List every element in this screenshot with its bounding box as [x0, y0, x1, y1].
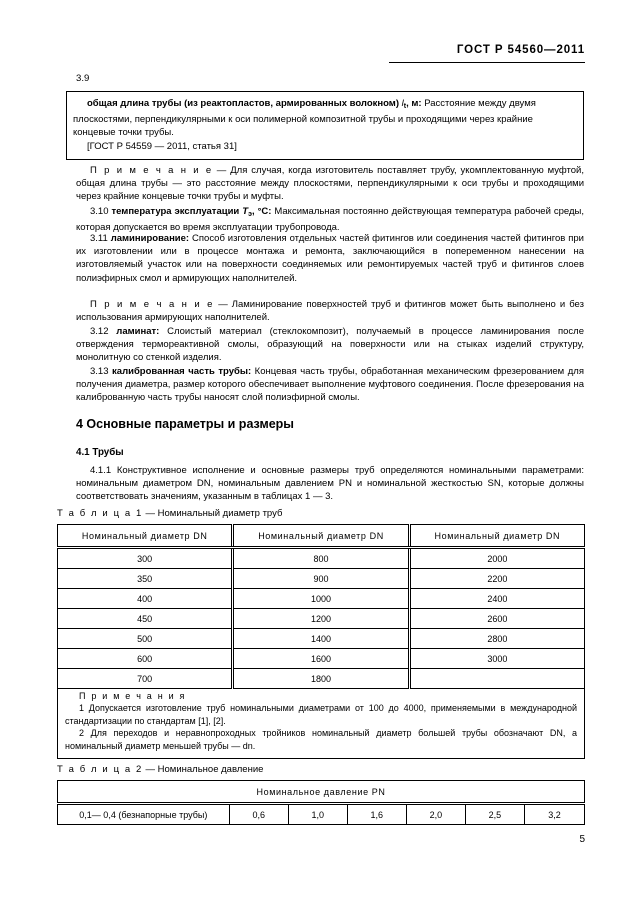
- symbol-3-9: l: [401, 98, 404, 109]
- table-cell: 1400: [233, 629, 409, 649]
- symbol-3-10: T: [242, 206, 249, 217]
- table-cell: 2,0: [406, 804, 465, 825]
- header-rule: [389, 62, 585, 63]
- table-row: [58, 548, 585, 569]
- table-cell: 3,2: [524, 804, 584, 825]
- note-3-9-label: П р и м е ч а н и е: [90, 165, 213, 176]
- table-cell: 800: [233, 548, 409, 569]
- definition-3-9-text: [73, 97, 577, 140]
- table-row: [58, 589, 585, 609]
- definition-3-9-body: Расстояние между двумя плоскостями, перпендикулярными к оси полимерной композитной трубы и проходящими через крайние концевые точки трубы.: [73, 98, 536, 139]
- table-cell: 400: [58, 589, 233, 609]
- clause-3-11: [76, 232, 584, 285]
- table-cell: 2600: [409, 609, 584, 629]
- table-row: [58, 609, 585, 629]
- table-cell: 1600: [233, 649, 409, 669]
- note-3-11-text: — Ламинирование поверхностей труб и фитингов может быть выполнено и без использования армирующих наполнителей.: [76, 299, 584, 324]
- table-1-nominal-diameter: [57, 524, 585, 689]
- table-1-notes-header: П р и м е ч а н и я: [79, 691, 187, 701]
- clause-3-10-definition: Максимальная постоянно действующая температура рабочей среды, которая допускается во время эксплуатации трубопровода.: [76, 206, 584, 234]
- section-4-heading: 4 Основные параметры и размеры: [76, 417, 294, 431]
- standard-header-title: ГОСТ Р 54560—2011: [456, 44, 585, 56]
- table-1-caption: [57, 508, 282, 519]
- table-1-caption-text: — Номинальный диаметр труб: [142, 508, 283, 519]
- clause-3-13: [76, 365, 584, 405]
- table-1-header-row: [58, 525, 585, 548]
- table-row: [58, 804, 585, 825]
- clause-4-1-1: 4.1.1 Конструктивное исполнение и основные размеры труб определяются номинальными параметрами: номинальным диаметром DN, номинальным давлением PN и номинальной жесткостью SN, которые должны соответствовать значениям, указанным в таблицах 1 — 3.: [76, 465, 584, 503]
- table-cell: 3000: [409, 649, 584, 669]
- table-cell: 900: [233, 569, 409, 589]
- table-2-caption-text: — Номинальное давление: [142, 764, 264, 775]
- table-1-header-cell: Номинальный диаметр DN: [58, 525, 233, 548]
- table-cell: 0,6: [229, 804, 288, 825]
- definition-box-3-9: [66, 91, 584, 160]
- table-cell: 1000: [233, 589, 409, 609]
- clause-3-12-number: 3.12: [90, 326, 117, 337]
- table-2-header-row: [58, 781, 585, 804]
- table-row: [58, 649, 585, 669]
- table-cell: 2,5: [465, 804, 524, 825]
- page-number: 5: [579, 834, 585, 845]
- table-1-note-item: 2 Для переходов и неравнопроходных тройников номинальный диаметр большей трубы обозначают DN, а номинальный диаметр меньшей трубы — dn.: [65, 728, 577, 751]
- table-cell: 350: [58, 569, 233, 589]
- clause-3-11-number: 3.11: [90, 233, 111, 244]
- table-cell: 450: [58, 609, 233, 629]
- term-3-9: общая длина трубы (из реактопластов, армированных волокном): [87, 98, 399, 109]
- table-2-group-header: Номинальное давление PN: [58, 781, 585, 804]
- unit-3-10: , °C:: [251, 206, 272, 217]
- clause-3-13-definition: Концевая часть трубы, обработанная механическим фрезерованием для получения диаметра, размер которого обеспечивает выполнение муфтового соединения. После фрезерования на калиброванную часть трубы наносят слой полиэфирной смолы.: [76, 366, 584, 404]
- table-row: [58, 629, 585, 649]
- table-cell: 600: [58, 649, 233, 669]
- table-cell: 2400: [409, 589, 584, 609]
- term-3-12: ламинат:: [116, 326, 160, 337]
- table-cell: 2200: [409, 569, 584, 589]
- table-2-nominal-pressure: [57, 780, 585, 825]
- symbol-3-10-subscript: э: [248, 211, 252, 218]
- symbol-3-9-subscript: t: [403, 103, 407, 110]
- table-cell: 300: [58, 548, 233, 569]
- table-cell: 2000: [409, 548, 584, 569]
- unit-3-9: , м:: [406, 98, 422, 109]
- clause-3-11-definition: Способ изготовления отдельных частей фитингов или соединения частей фитингов при их изготовлении или в процессе монтажа и ремонта, заключающийся в попеременном нанесении на изготовляемый участок или на поверхности соединяемых или ремонтируемых частей труб и фитингов слоев полиэфирных смол и армирующих наполнителей.: [76, 233, 584, 284]
- table-cell: 1,0: [288, 804, 347, 825]
- table-1-header-cell: Номинальный диаметр DN: [409, 525, 584, 548]
- table-cell: 500: [58, 629, 233, 649]
- table-cell: 700: [58, 669, 233, 689]
- term-3-10: температура эксплуатации: [111, 206, 243, 217]
- clause-3-10-number: 3.10: [90, 206, 112, 217]
- table-1-body: [58, 548, 585, 689]
- note-3-11-label: П р и м е ч а н и е: [90, 299, 215, 310]
- table-1-notes: [57, 684, 585, 759]
- clause-3-12: [76, 325, 584, 365]
- table-cell: 1200: [233, 609, 409, 629]
- source-reference-3-9: [ГОСТ Р 54559 — 2011, статья 31]: [87, 140, 237, 152]
- clause-3-13-number: 3.13: [90, 366, 113, 377]
- table-2-body: [58, 804, 585, 825]
- table-1-note-item: 1 Допускается изготовление труб номинальными диаметрами от 100 до 4000, применяемыми в международной стандартизации по стандартам [1], [2].: [65, 703, 577, 726]
- table-2-caption: [57, 764, 263, 775]
- term-3-11: ламинирование:: [110, 233, 190, 244]
- table-1-header-cell: Номинальный диаметр DN: [233, 525, 409, 548]
- note-3-9-text: — Для случая, когда изготовитель поставляет трубу, укомплектованную муфтой, общая длина трубы — это расстояние между плоскостями, перпендикулярными к оси трубы и проходящими через крайние концевые точки трубы и муфты.: [76, 165, 584, 203]
- note-3-11: [76, 298, 584, 324]
- table-cell: 2800: [409, 629, 584, 649]
- clause-number-3-9: 3.9: [76, 73, 90, 84]
- table-cell: 1800: [233, 669, 409, 689]
- term-3-13: калиброванная часть трубы:: [112, 366, 252, 377]
- note-3-9: [76, 164, 584, 204]
- table-row: [58, 569, 585, 589]
- table-cell: 0,1— 0,4 (безнапорные трубы): [58, 804, 230, 825]
- section-4-1-heading: 4.1 Трубы: [76, 447, 124, 458]
- clause-3-10: [76, 205, 584, 234]
- table-2-caption-label: Т а б л и ц а 2: [57, 764, 143, 775]
- clause-3-12-definition: Слоистый материал (стеклокомпозит), получаемый в процессе ламинирования после отверждения термореактивной смолы, образующий на поверхности или на стыках изделий структуру, монолитную со стенкой изделия.: [76, 326, 584, 364]
- table-1-caption-label: Т а б л и ц а 1: [57, 508, 143, 519]
- table-cell: 1,6: [347, 804, 406, 825]
